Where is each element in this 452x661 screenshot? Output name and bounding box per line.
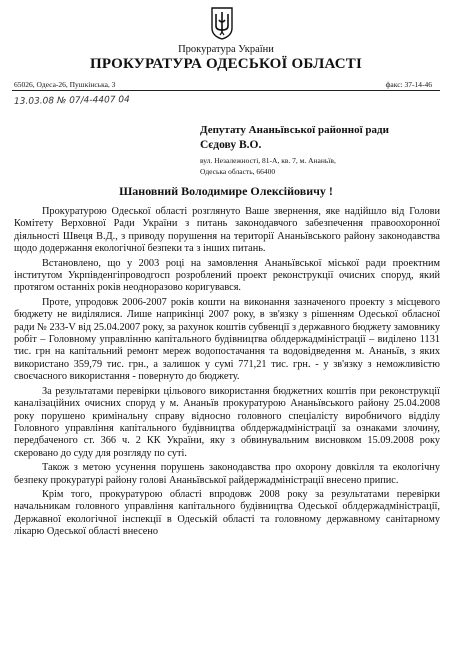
paragraph: Встановлено, що у 2003 році на замовлення Ананьївської міської ради проектним інститутом Укрпівденгіпроводгосп розроблений проект реконструкції очисних споруд, який протягом останніх років неодноразово коригувався. bbox=[14, 257, 440, 294]
org-title: ПРОКУРАТУРА ОДЕСЬКОЇ ОБЛАСТІ bbox=[89, 56, 363, 72]
org-address: 65026, Одеса-26, Пушкінська, 3 bbox=[14, 80, 116, 89]
recipient-block bbox=[200, 123, 445, 177]
trident-coat-of-arms-icon bbox=[210, 6, 234, 40]
paragraph: Проте, упродовж 2006-2007 років кошти на виконання зазначеного проекту з місцевого бюджету не виділялися. Лише наприкінці 2007 року, в зв'язку з рішенням Одеської обласної ради № 233-V від 25.04.2007 року, за рахунок коштів субвенції з державного бюджету замовнику робіт – Головному управлінню капітального будівництва облдержадміністрації – виділено 1131 тис. грн на капітальний ремонт мереж водопостачання та водовідведення м. Ананьїв, з яких використано 359,79 тис. грн., а залишок у сумі 771,21 тис. грн. - у зв'язку з неможливістю своєчасного використання - повернуто до бюджету. bbox=[14, 296, 440, 383]
recipient-address-region: Одеська область, 66400 bbox=[200, 167, 276, 176]
paragraph: Також з метою усунення порушень законодавства про охорону довкілля та екологічну безпеку прокуратурі району голові Ананьївської райдержадміністрації внесено припис. bbox=[14, 462, 440, 486]
salutation: Шановний Володимире Олексійовичу ! bbox=[119, 184, 333, 198]
paragraph: За результатами перевірки цільового використання бюджетних коштів при реконструкції каналізаційних очисних споруд у м. Ананьїв прокуратурою Ананьївського району 25.04.2008 року порушено кримінальну справу відносно головного спеціалісту виробничого відділу Головного управління капітального будівництва облдержадміністрації за ознаками злочину, передбаченого ст. 366 ч. 2 КК України, яку з обвинувальним висновком 15.09.2008 року скеровано до суду для розгляду по суті. bbox=[14, 385, 440, 459]
recipient-address-street: вул. Незалежності, 81-А, кв. 7, м. Ананьїв, bbox=[200, 156, 336, 165]
paragraph: Крім того, прокуратурою області впродовж 2008 року за результатами перевірки начальникам головного управління капітального будівництва Одеської облдержадміністрації, Державної екологічної інспекції в Одеській області та головному державному санітарному лікарю Одеської області внесено bbox=[14, 488, 440, 538]
org-fax: факс: 37-14-46 bbox=[385, 80, 432, 89]
recipient-name: Сєдову В.О. bbox=[200, 139, 262, 151]
header-divider bbox=[12, 90, 440, 91]
recipient-address bbox=[200, 155, 445, 177]
letter-body bbox=[14, 206, 440, 541]
org-subtitle: Прокуратура України bbox=[178, 44, 274, 55]
recipient-title: Депутату Ананьївської районної ради bbox=[200, 124, 389, 136]
paragraph: Прокуратурою Одеської області розглянуто Ваше звернення, яке надійшло від Голови Комітету Верховної Ради України з питань законодавчого забезпечення правоохоронної діяльності Швеця В.Д., з приводу порушення на території Ананьївського району законодавства щодо додержання екологічної безпеки та з інших питань. bbox=[14, 206, 440, 255]
registration-number: 13.03.08 № 07/4-4407 04 bbox=[13, 94, 130, 108]
